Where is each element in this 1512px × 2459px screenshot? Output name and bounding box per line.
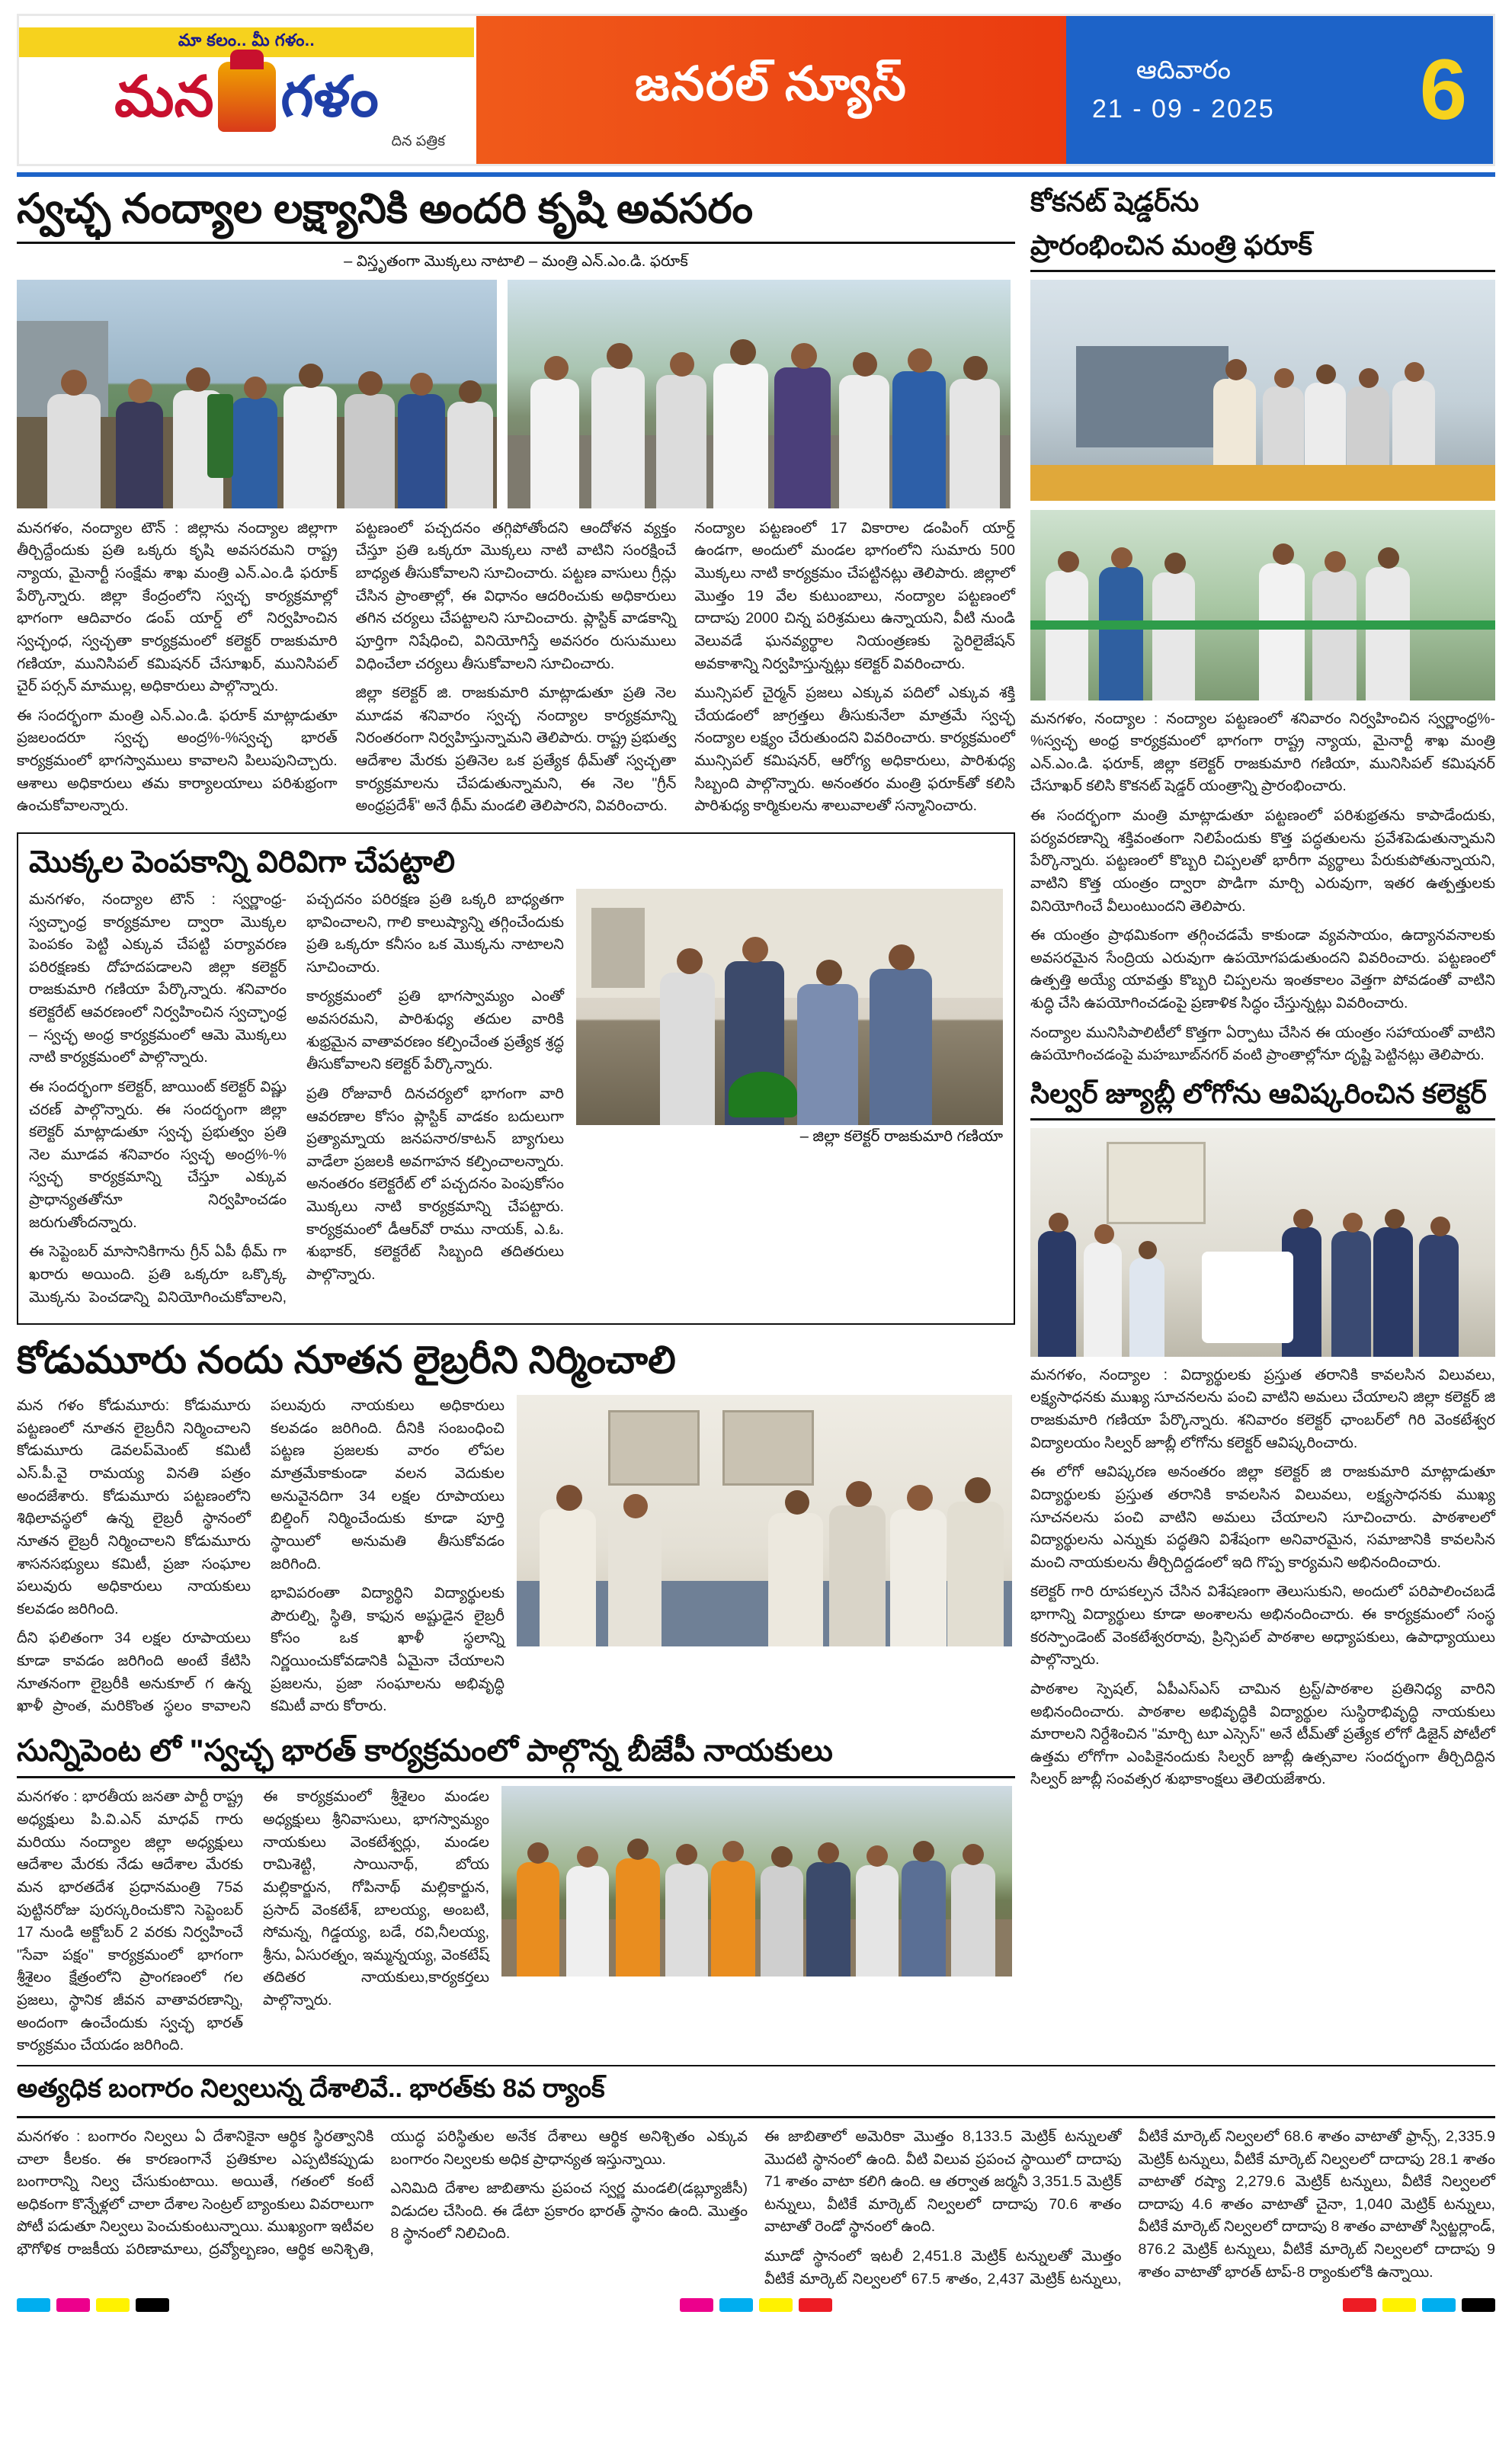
color-dot-black bbox=[136, 2298, 169, 2312]
bjp-headline: సున్నిపెంట లో "స్వచ్ఛ భారత్ కార్యక్రమంలో పాల్గొన్న బీజేపీ నాయకులు bbox=[17, 1732, 1015, 1778]
footer-registration-marks bbox=[17, 2298, 1495, 2312]
color-dot-cyan bbox=[17, 2298, 50, 2312]
left-column bbox=[17, 184, 1015, 2057]
article-silver bbox=[1030, 1076, 1495, 1791]
masthead-date-block bbox=[1066, 16, 1493, 164]
color-dots-center bbox=[680, 2298, 832, 2312]
silver-para-3: కలెక్టర్ గారి రూపకల్పన చేసిన విశేషణంగా తెలుసుకుని, అందులో పరిపాలించబడే భాగాన్ని విద్యార్థులు కూడా అంశాలను అభినందించారు. ఈ కార్యక్రమంలో సంస్థ కరస్పాండెంట్ వెంకటేశ్వరరావు, ప్రిన్సిపల్ పాఠశాల అధ్యాపకులు, ఉపాధ్యాయులు పాల్గొన్నారు. bbox=[1030, 1583, 1495, 1669]
lead-caption: – విస్తృతంగా మొక్కలు నాటాలి – మంత్రి ఎన్.ఎం.డి. ఫరూక్ bbox=[344, 252, 688, 270]
lead-para-4: జిల్లా కలెక్టర్ జి. రాజకుమారి మాట్లాడుతూ ప్రతి నెల మూడవ శనివారం స్వచ్ఛ నంద్యాల కార్యక్రమాన్ని నిరంతరంగా నిర్వహిస్తున్నామని తెలిపారు. రాష్ట్ర ప్రభుత్వ ఆదేశాల మేరకు ప్రతినెల ఒక ప్రత్యేక థీమ్‌తో స్వచ్ఛతా కార్యక్రమాలను చేపడుతున్నామని, ఈ నెల "గ్రీన్ అంధ్రప్రదేశ్" అనే థీమ్ మండలి తెలిపారని, వివరించారు. bbox=[355, 684, 677, 815]
page-number: 6 bbox=[1419, 42, 1467, 137]
lead-photo-1 bbox=[17, 280, 497, 508]
library-headline: కోడుమూరు నందు నూతన లైబ్రరీని నిర్మించాలి bbox=[17, 1339, 676, 1382]
silver-para-2: ఈ లోగో ఆవిష్కరణ అనంతరం జిల్లా కలెక్టర్ జి రాజకుమారి మాట్లాడుతూ విద్యార్థులకు ప్రస్తుత తరానికి కావలసిన విలువలు, లక్ష్యసాధనకు ముఖ్య సూచనలను పంచి వాటిని అమలు చేయాలని సూచించారు. పాఠశాలలో విద్యార్థులను ఎన్నుకు పద్ధతిని విశేషంగా అనివారమైన, సమాజానికి కావలసిన మంచి నాయకులను తీర్చిదిద్దడంలో ఇది గొప్ప కార్యమని అభినందించారు. bbox=[1030, 1464, 1495, 1571]
bjp-photo bbox=[501, 1786, 1012, 1976]
silver-headline: సిల్వర్ జ్యూబ్లీ లోగోను ఆవిష్కరించిన కలెక్టర్ bbox=[1030, 1076, 1495, 1120]
lead-para-6: మున్సిపల్ చైర్మన్ ప్రజలు ఎక్కువ పదిలో ఎక్కువ శక్తి చేయడంలో జాగ్రత్తలు తీసుకునేలా మాత్రమే స్వచ్ఛ నంద్యాల లక్ష్యం చేరుతుందని వివరించారు. కార్యక్రమంలో మున్సిపల్ కమిషనర్, ఆరోగ్య అధికారులు, పారిశుధ్య సిబ్బంది పాల్గొన్నారు. అనంతరం మంత్రి ఫరూక్‌తో కలిసి పారిశుధ్య కార్మికులను శాలువాలతో సన్మానించారు. bbox=[694, 684, 1015, 815]
lead-para-3: పట్టణంలో పచ్చదనం తగ్గిపోతోందని ఆందోళన వ్యక్తం చేస్తూ ప్రతి ఒక్కరూ మొక్కలు నాటి వాటిని సంరక్షించే బాధ్యత తీసుకోవాలని సూచించారు. పట్టణ వాసులు గ్రీన్లు చేసిన ప్రాంతాల్లో, ఈ విధానం ఆదరించుకు అధికారులు తగిన చర్యలు చేపట్టాలని సూచించారు. ప్లాస్టిక్ వాడకాన్ని పూర్తిగా నిషేధించి, వినియోగిస్తే అవసరం రుసుములు విధించేలా చర్యలు తీసుకోవాలని సూచించారు. bbox=[355, 519, 677, 672]
article-coconut bbox=[1030, 184, 1495, 1067]
coconut-headline-line1: కోకనట్ షెడ్డర్‌ను bbox=[1030, 186, 1200, 217]
masthead-section-title bbox=[476, 16, 1066, 164]
lead-headline: స్వచ్ఛ నంద్యాల లక్ష్యానికి అందరి కృషి అవసరం bbox=[17, 184, 1015, 244]
masthead-subtitle: దిన పత్రిక bbox=[391, 133, 445, 149]
article-library bbox=[17, 1337, 1015, 1721]
color-dot-black-3 bbox=[1462, 2298, 1495, 2312]
silver-body bbox=[1030, 1364, 1495, 1791]
library-para-2: దీని ఫలితంగా 34 లక్షల రూపాయలు కూడా కావడం జరిగింది అంటే కేటిసి నూతనంగా లైబ్రరీకి అనుకూల్ గ ఉన్న ఖాళీ ప్రాంత, మరికొంత స్థలం కావాలని పలువురు నాయకులు అధికారులు కలవడం జరిగింది. దీనికి సంబంధించి పట్టణ ప్రజలకు వారం లోపల మాత్రమేకాకుండా వలన వెదుకుల అనువైనదిగా 34 లక్షల రూపాయలు బిల్డింగ్ నిర్మించేందుకు కూడా పూర్తి స్థాయిలో అనుమతి తీసుకోవడం జరిగింది. bbox=[17, 1397, 505, 1715]
silver-photo bbox=[1030, 1128, 1495, 1357]
lead-para-5: నంద్యాల పట్టణంలో 17 వికారాల డంపింగ్ యార్డ్ ఉండగా, అందులో మండల భాగంలోని సుమారు 500 మొక్కలు నాటి కార్యక్రమం చేపట్టినట్లు తెలిపారు. జిల్లాలో మొత్తం 19 వేల కుటుంబాలు, నంద్యాల పట్టణంలో దాదాపు 2000 చిన్న పరిశ్రమలు ఉన్నాయని, వీటి నుండి వెలువడే ఘనవ్యర్థాల నియంత్రణకు స్టెరిలైజేషన్ అవకాశాన్ని నిర్వహిస్తున్నట్లు కలెక్టర్ వివరించారు. bbox=[694, 519, 1015, 672]
color-dot-yellow-2 bbox=[759, 2298, 793, 2312]
coconut-body bbox=[1030, 708, 1495, 1067]
plants-body-tail bbox=[29, 1312, 1003, 1314]
gold-para-4: మూడో స్థానంలో ఇటలీ 2,451.8 మెట్రిక్ టన్నులతో మొత్తం వీటికే మార్కెట్ నిల్వలలో 67.5 శాతం, 2,437 మెట్రిక్ టన్నులు, వీటికే మార్కెట్ నిల్వలలో 68.6 శాతం వాటాతో ఫ్రాన్స్, 2,335.9 మెట్రిక్ టన్నులు, వీటికే మార్కెట్ నిల్వలలో దాదాపు 28.1 శాతం వాటాతో రష్యా 2,279.6 మెట్రిక్ టన్నులు, వీటికే నిల్వలలో దాదాపు 4.6 శాతం వాటాతో చైనా, 1,040 మెట్రిక్ టన్నులు, వీటికే మార్కెట్ నిల్వలలో దాదాపు 8 శాతం వాటాతో స్విట్జర్లాండ్, 876.2 మెట్రిక్ టన్నులు, వీటికే మార్కెట్ నిల్వలలో దాదాపు 9 శాతం వాటాతో భారత్ టాప్-8 ర్యాంకులోకి ఉన్నాయి. bbox=[764, 2127, 1495, 2287]
masthead-divider bbox=[17, 172, 1495, 177]
masthead bbox=[17, 14, 1495, 166]
weekday-label: ఆదివారం bbox=[1136, 56, 1231, 85]
plants-para-5: ప్రతి రోజువారీ దినచర్యలో భాగంగా వారి ఆవరణాల కోసం ప్లాస్టిక్ వాడకం బదులుగా ప్రత్యామ్నాయ జనపనార/కాటన్ బ్యాగులు వాడేలా ప్రజలకి అవగాహన కల్పించాలన్నారు. అనంతరం కలెక్టరేట్ లో పచ్చదనం పెంపుకోసం మొక్కలు నాటి కార్యక్రమాన్ని చేపట్టారు. కార్యక్రమంలో డీఆర్‌వో రాము నాయక్, ఎ.ఓ. శుభాకర్, కలెక్టరేట్ సిబ్బంది తదితరులు పాల్గొన్నారు. bbox=[306, 1085, 564, 1283]
masthead-logo bbox=[19, 16, 476, 164]
lead-para-2: ఈ సందర్భంగా మంత్రి ఎన్.ఎం.డి. ఫరూక్ మాట్లాడుతూ ప్రజలందరూ స్వచ్ఛ అంద్ర%-%స్వచ్ఛ భారత్ కార్యక్రమంలో భాగస్వాములు కావాలని పిలుపునిచ్చారు. ఆశాలు అధికారులు తమ కార్యాలయాలు పరిశుభ్రంగా ఉంచుకోవాలన్నారు. bbox=[17, 707, 338, 815]
color-dot-magenta bbox=[56, 2298, 90, 2312]
right-column bbox=[1030, 184, 1495, 2057]
coconut-photo-2 bbox=[1030, 510, 1495, 701]
color-dot-yellow-3 bbox=[1382, 2298, 1416, 2312]
color-dot-cyan-2 bbox=[719, 2298, 753, 2312]
lead-photo-row bbox=[17, 280, 1015, 508]
article-gold bbox=[17, 2065, 1495, 2291]
plants-photo-caption: – జిల్లా కలెక్టర్ రాజకుమారి గణియా bbox=[799, 1127, 1003, 1145]
library-photo bbox=[517, 1395, 1012, 1646]
lead-photo-2 bbox=[508, 280, 1011, 508]
masthead-word-2: గళం bbox=[280, 64, 379, 128]
coconut-para-4: నంద్యాల మునిసిపాలిటీలో కొత్తగా ఏర్పాటు చేసిన ఈ యంత్రం సహాయంతో వాటిని ఉపయోగించడంపై మహబూబ్‌నగర్ వంటి ప్రాంతాల్లోనూ దృష్టి పెట్టినట్లు తెలిపారు. bbox=[1030, 1024, 1495, 1064]
coconut-headline-line2: ప్రారంభించిన మంత్రి ఫరూక్ bbox=[1030, 228, 1495, 272]
gold-body bbox=[17, 2126, 1495, 2291]
date-block bbox=[1092, 51, 1275, 129]
plants-photo bbox=[576, 889, 1003, 1125]
plants-headline: మొక్కల పెంపకాన్ని విరివిగా చేపట్టాలి bbox=[29, 845, 456, 879]
gold-headline: అత్యధిక బంగారం నిల్వలున్న దేశాలివే.. భారత్‌కు 8వ ర్యాంక్ bbox=[17, 2074, 1495, 2118]
gold-para-1: మనగళం : బంగారం నిల్వలు ఏ దేశానికైనా ఆర్థిక స్థిరత్వానికి చాలా కీలకం. ఈ కారణంగానే ప్రతికూల ఎప్పటికప్పుడు బంగారాన్ని నిల్వ చేసుకుంటాయి. అయితే, గతంలో కంటే అధికంగా కొన్నేళ్లలో చాలా దేశాల సెంట్రల్ బ్యాంకులు వివరాలుగా పోటీ పడుతూ నిల్వలు పెంచుకుంటున్నాయి. ముఖ్యంగా ఇటీవల భౌగోళిక రాజకీయ పరిణామాలు, ద్రవ్యోల్బణం, ఆర్థిక అనిశ్చితి, యుద్ధ పరిస్థితుల అనేక దేశాలు ఆర్థిక అనిశ్చితం ఎక్కువ బంగారం నిల్వలకు అధిక ప్రాధాన్యత ఇస్తున్నాయి. bbox=[17, 2127, 748, 2259]
fist-icon bbox=[218, 62, 276, 132]
color-dot-red-3 bbox=[1343, 2298, 1376, 2312]
coconut-photo-1 bbox=[1030, 280, 1495, 501]
coconut-para-1: మనగళం, నంద్యాల : నంద్యాల పట్టణంలో శనివారం నిర్వహించిన స్వర్ణాంధ్ర%-%స్వచ్ఛ అంధ్ర కార్యక్రమంలో భాగంగా రాష్ట్ర న్యాయ, మైనార్టీ శాఖ మంత్రి ఎన్.ఎం.డి. ఫరూక్, జిల్లా కలెక్టర్ రాజకుమారి గణియా, మునిసిపల్ కమిషనర్ చేసూఖర్ కలిసి కొకనట్ షెడ్డర్ యంత్రాన్ని ప్రారంభించారు. bbox=[1030, 710, 1495, 795]
silver-para-1: మనగళం, నంద్యాల : విద్యార్థులకు ప్రస్తుత తరానికి కావలసిన విలువలు, లక్ష్యసాధనకు ముఖ్య సూచనలను పంచి వాటిని అమలు చేయాలని జిల్లా కలెక్టర్ జి రాజకుమారి గణియా పేర్కొన్నారు. శనివారం కలెక్టర్ ఛాంబర్‌లో గిరి వెంకటేశ్వర విద్యాలయం సిల్వర్ జూబ్లీ లోగోను కలెక్టర్ ఆవిష్కరించారు. bbox=[1030, 1366, 1495, 1451]
color-dot-yellow bbox=[96, 2298, 130, 2312]
masthead-wordmark bbox=[19, 57, 474, 133]
bjp-para-2: ఈ కార్యక్రమంలో శ్రీశైలం మండల అధ్యక్షులు శ్రీనివాసులు, భాగస్వామ్యం నాయకులు వెంకటేశ్వర్లు, మండల రామిశెట్టి, సాయినాథ్, బోయ మల్లికార్జున, గోపినాథ్ మల్లికార్జున, ప్రసాద్ వెంకటేశ్, బాలయ్య, అంబటి, సోమన్న, గిడ్డయ్య, బడే, రవి,నీలయ్య, శ్రీను, ఏసురత్నం, ఇమ్మన్నయ్య, వెంకటేష్ తదితర నాయకులు,కార్యకర్తలు పాల్గొన్నారు. bbox=[263, 1788, 489, 2009]
plants-para-1: మనగళం, నంద్యాల టౌన్ : స్వర్ణాంధ్ర-స్వచ్ఛాంధ్ర కార్యక్రమాల ద్వారా మొక్కల పెంపకం పెట్టి ఎక్కువ చేపట్టి పర్యావరణ పరిరక్షణకు దోహదపడాలని జిల్లా కలెక్టర్ రాజకుమారి గణియా పేర్కొన్నారు. శనివారం కలెక్టరేట్ ఆవరణంలో నిర్వహించిన స్వచ్ఛాంధ్ర – స్వచ్ఛ అంధ్ర కార్యక్రమంలో ఆమె మొక్కలు నాటి కార్యక్రమంలో పాల్గొన్నారు. bbox=[29, 890, 287, 1066]
bjp-body bbox=[17, 1786, 489, 2057]
masthead-tagline: మా కలం.. మీ గళం.. bbox=[19, 27, 474, 57]
color-dot-magenta-2 bbox=[680, 2298, 713, 2312]
date-label: 21 - 09 - 2025 bbox=[1092, 95, 1275, 123]
library-para-1: మన గళం కోడుమూరు: కోడుమూరు పట్టణంలో నూతన లైబ్రరీని నిర్మించాలని కోడుమూరు డెవలప్‌మెంట్ కమిటీ ఎస్.పీ.వై రామయ్య వినతి పత్రం అందజేశారు. కోడుమూరు పట్టణంలోని శిథిలావస్థలో ఉన్న లైబ్రరీ స్థానంలో నూతన లైబ్రరీ నిర్మించాలని కోడుమూరు శాసనసభ్యులు కమిటీ, ప్రజా సంఘాల పలువురు అధికారులు నాయకులు కలవడం జరిగింది. bbox=[17, 1397, 251, 1617]
lead-para-1: మనగళం, నంద్యాల టౌన్ : జిల్లాను నంద్యాల జిల్లాగా తీర్చిద్దేందుకు ప్రతి ఒక్కరు కృషి అవసరమని రాష్ట్ర న్యాయ, మైనార్టీ సంక్షేమ శాఖ మంత్రి ఎన్.ఎం.డి ఫరూక్ పేర్కొన్నారు. జిల్లా కేంద్రంలోని స్వచ్ఛ కార్యక్రమాల్లో భాగంగా ఆదివారం డంప్ యార్డ్ లో నిర్వహించిన స్వచ్ఛంధ, స్వచ్ఛతా కార్యక్రమంలో కలెక్టర్ రాజకుమారి గణియా, మునిసిపల్ కమిషనర్ చేసూఖర్, మునిసిపల్ చైర్ పర్సన్ మాముల్ల, అధికారులు పాల్గొన్నారు. bbox=[17, 519, 338, 695]
page-columns bbox=[17, 184, 1495, 2057]
article-plants bbox=[17, 832, 1015, 1325]
lead-body bbox=[17, 518, 1015, 825]
color-dot-red-2 bbox=[799, 2298, 832, 2312]
section-title-text: జనరల్ న్యూస్ bbox=[635, 58, 908, 111]
article-lead bbox=[17, 184, 1015, 825]
bjp-para-1: మనగళం : భారతీయ జనతా పార్టీ రాష్ట్ర అధ్యక్షులు పి.వి.ఎన్ మాధవ్ గారు మరియు నంద్యాల జిల్లా అధ్యక్షులు ఆదేశాల మేరకు నేడు ఆదేశాల మేరకు మన భారతదేశ ప్రధానమంత్రి 75వ పుట్టినరోజు పురస్కరించుకొని సెప్టెంబర్ 17 నుండి అక్టోబర్ 2 వరకు నిర్వహించే "సేవా పక్షం" కార్యక్రమంలో భాగంగా శ్రీశైలం క్షేత్రంలోని ప్రాంగణంలో గల ప్రజలు, స్థానిక జీవన వాతావరణాన్ని, అందంగా ఉంచేందుకు స్వచ్ఛ భారత్ కార్యక్రమం చేయడం జరిగింది. bbox=[17, 1788, 243, 2054]
silver-para-4: పాఠశాల స్పెషల్, ఏపీఎస్ఎస్ చామిన ట్రస్ట్/పాఠశాల ప్రతినిధ్య వారిని అభినందించారు. పాఠశాల అభివృద్ధికి విద్యార్థుల సుస్థిరాభివృద్ధి నాయకులు మారాలని నిర్దేశించిన "మార్చి టూ ఎస్సెస్" అనే టీమ్‌తో ప్రత్యేక లోగో డిజైన్ పోటీలో ఉత్తమ లోగోగా ఎంపికైనందుకు సిల్వర్ జూబ్లీ ఉత్సవాల సందర్భంగా తీర్చిదిద్దిన సిల్వర్ జూబ్లీ సంవత్సర శుభాకాంక్షలు తెలియజేశారు. bbox=[1030, 1680, 1495, 1788]
library-para-3: భావిపరంతా విద్యార్థిని విద్యార్థులకు పౌరుల్ని, స్థితి, కాఫున అష్టుడైన లైబ్రరీ కోసం ఒక ఖాళీ స్థలాన్ని నిర్ణయించుకోవడానికి ఏమైనా చేయాలని ప్రజలను, ప్రజా సంఘాలను అభివృద్ధి కమిటీ వారు కోరారు. bbox=[271, 1585, 505, 1715]
color-dots-right bbox=[1343, 2298, 1495, 2312]
plants-para-4: కార్యక్రమంలో ప్రతి భాగస్వామ్యం ఎంతో అవసరమని, పారిశుధ్య తదుల వారికి శుభ్రమైన వాతావరణం కల్పించేంత ప్రత్యేక శ్రద్ధ తీసుకోవాలని కలెక్టర్ పేర్కొన్నారు. bbox=[306, 988, 564, 1073]
plants-body bbox=[29, 889, 564, 1309]
plants-para-3: ఈ సెప్టెంబర్ మాసానికిగాను గ్రీన్ ఏపీ థీమ్ గా ఖరారు అయింది. ప్రతి ఒక్కరూ ఒక్కొక్క మొక్కను పెంచడాన్ని వినియోగించుకోవాలని, పచ్చదనం పరిరక్షణ ప్రతి ఒక్కరి బాధ్యతగా భావించాలని, గాలి కాలుష్యాన్ని తగ్గించేందుకు ప్రతి ఒక్కరూ కనీసం ఒక మొక్కను నాటాలని సూచించారు. bbox=[29, 890, 564, 1306]
color-dot-cyan-3 bbox=[1422, 2298, 1456, 2312]
color-dots-left bbox=[17, 2298, 169, 2312]
plants-para-2: ఈ సందర్భంగా కలెక్టర్, జాయింట్ కలెక్టర్ విష్ణు చరణ్ పాల్గొన్నారు. ఈ సందర్భంగా జిల్లా కలెక్టర్ మాట్లాడుతూ స్వచ్ఛ ప్రభుత్వం ప్రతి నెల మూడవ శనివారం స్వచ్ఛ అంద్ర%-% స్వచ్ఛ కార్యక్రమాన్ని చేస్తూ ఎక్కువ ప్రాధాన్యతతోనూ నిర్వహించడం జరుగుతోందన్నారు. bbox=[29, 1078, 287, 1231]
gold-para-2: ఎనిమిది దేశాల జాబితాను ప్రపంచ స్వర్ణ మండలి(డబ్ల్యూజీసీ) విడుదల చేసింది. ఈ డేటా ప్రకారం భారత్ స్థానం ఉంది. మొత్తం 8 స్థానంలో నిలిచింది. bbox=[390, 2180, 748, 2243]
article-bjp bbox=[17, 1732, 1015, 2057]
gold-para-3: ఈ జాబితాలో అమెరికా మొత్తం 8,133.5 మెట్రిక్ టన్నులతో మొదటి స్థానంలో ఉంది. వీటి విలువ ప్రపంచ స్థాయిలో దాదాపు 71 శాతం వాటా కలిగి ఉంది. ఆ తర్వాత జర్మనీ 3,351.5 మెట్రిక్ టన్నులు, వీటికే మార్కెట్ నిల్వలలో దాదాపు 70.6 శాతం వాటాతో రెండో స్థానంలో ఉంది. bbox=[764, 2127, 1122, 2236]
coconut-para-2: ఈ సందర్భంగా మంత్రి మాట్లాడుతూ పట్టణంలో పరిశుభ్రతను కాపాడేందుకు, పర్యవరణాన్ని శక్తివంతంగా నిలిపేందుకు కొత్త పద్ధతులను ప్రవేశపెడుతున్నామని పేర్కొన్నారు. పట్టణంలో కొబ్బరి చిప్పలతో భారీగా వ్యర్థాలు పేరుకుపోతున్నాయని, వాటిని కొత్త యంత్రం ద్వారా పొడిగా మార్చి ఎరువుగా, ఇతర ఉత్పత్తులకు వినియోగించే వీలుంటుందని తెలిపారు. bbox=[1030, 807, 1495, 915]
masthead-word-1: మన bbox=[114, 64, 214, 128]
coconut-para-3: ఈ యంత్రం ప్రాథమికంగా తగ్గించడమే కాకుండా వ్యవసాయం, ఉద్యానవనాలకు అవసరమైన సేంద్రియ ఎరువుగా ఉపయోగపడుతుందని వివరించారు. పట్టణంలో ఉత్పత్తి అయ్యే యావత్తు కొబ్బరి చిప్పలను ఇంతకాలం వెత్తగా పోవడంతో వాటిని శుద్ధి చేసి ఉపయోగించడంపై ప్రణాళిక సిద్ధం చేస్తున్నట్లు వివరించారు. bbox=[1030, 927, 1495, 1012]
library-body bbox=[17, 1395, 505, 1721]
